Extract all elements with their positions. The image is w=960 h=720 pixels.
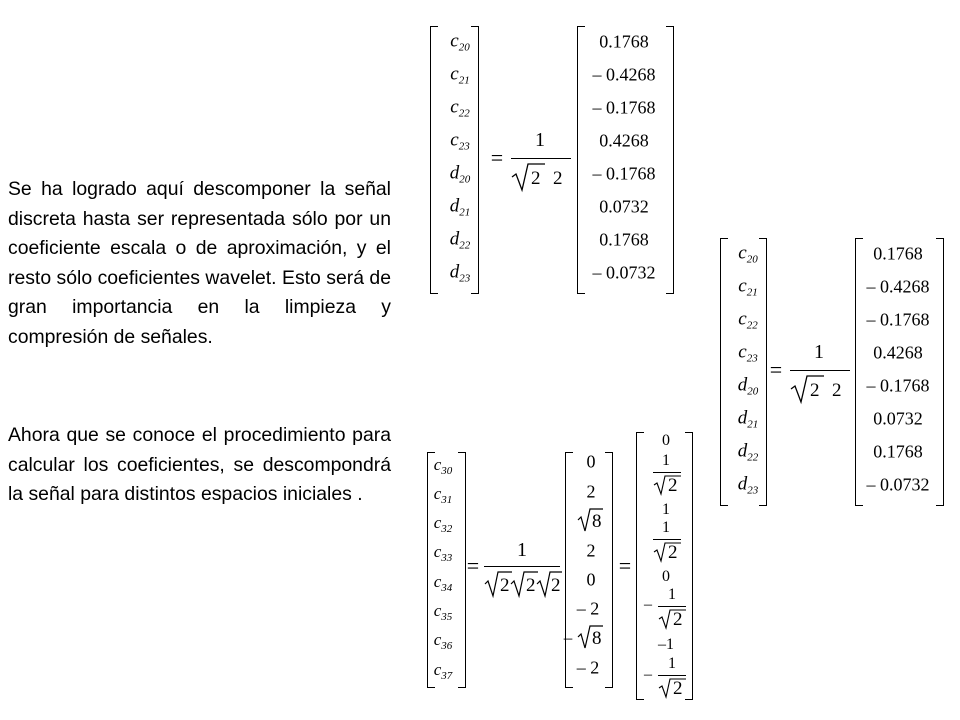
radicand-text: 2 — [500, 575, 510, 596]
right-bracket — [685, 432, 693, 700]
fraction-bar — [484, 566, 560, 567]
var-c22: $c_{22}$ — [450, 96, 470, 120]
value-cell: – 0.1768 — [866, 375, 930, 396]
var-c21: $c_{21}$ — [738, 275, 758, 299]
mid-value-cell: 0 — [586, 451, 596, 472]
right-bracket — [458, 452, 466, 688]
mid-value-cell: – 2 — [576, 657, 600, 678]
var-c35: $c_{35}$ — [433, 601, 453, 623]
fraction-bar — [658, 606, 686, 607]
value-cell: – 0.0732 — [592, 262, 656, 283]
var-c21: $c_{21}$ — [450, 63, 470, 87]
radicand-text: 2 — [531, 168, 541, 189]
var-c33: $c_{33}$ — [433, 542, 453, 564]
value-cell: – 0.1768 — [866, 309, 930, 330]
var-d20: $d_{20}$ — [737, 374, 759, 398]
mid-value-cell: 0 — [586, 569, 596, 590]
equals-sign: = — [618, 553, 632, 578]
right-bracket — [605, 452, 613, 688]
var-c20: $c_{20}$ — [450, 30, 470, 54]
fraction-numerator: 1 — [535, 129, 545, 151]
value-cell: 0.0732 — [873, 408, 923, 429]
factor-text: 2 — [832, 380, 842, 401]
var-d21: $d_{21}$ — [449, 195, 471, 219]
right-sqrt2 — [658, 677, 688, 699]
svg-text:2: 2 — [673, 609, 683, 630]
var-c37: $c_{37}$ — [433, 660, 453, 682]
value-cell: 0.4268 — [873, 342, 923, 363]
fraction-bar — [653, 539, 681, 540]
var-c20: $c_{20}$ — [738, 242, 758, 266]
value-cell: – 0.4268 — [866, 276, 930, 297]
left-bracket — [855, 238, 863, 506]
value-cell: 0.4268 — [599, 130, 649, 151]
svg-text:8: 8 — [592, 511, 602, 532]
right-sqrt2 — [653, 474, 683, 496]
equals-sign: = — [490, 145, 504, 170]
right-sqrt2 — [653, 541, 683, 563]
value-cell: 0.1768 — [599, 229, 649, 250]
radicand-text: 2 — [810, 380, 820, 401]
mid-value-cell: – 2 — [576, 598, 600, 619]
radical-denominator — [511, 162, 573, 192]
left-bracket — [720, 238, 728, 506]
value-cell: – 0.1768 — [592, 97, 656, 118]
mid-value-cell: 2 — [586, 540, 596, 561]
var-c36: $c_{36}$ — [433, 630, 453, 652]
right-sqrt2 — [658, 608, 688, 630]
fraction-numerator: 1 — [814, 341, 824, 363]
var-c23: $c_{23}$ — [450, 129, 470, 153]
var-d22: $d_{22}$ — [449, 228, 471, 252]
paragraph-next-steps: Ahora que se conoce el procedimiento para calcular los coeficientes, se descompondrá la señal para distintos espacios iniciales . — [8, 424, 391, 505]
mid-minus: – — [563, 628, 573, 647]
var-c23: $c_{23}$ — [738, 341, 758, 365]
var-c34: $c_{34}$ — [433, 572, 453, 594]
var-d20: $d_{20}$ — [449, 162, 471, 186]
right-value-zero: 0 — [662, 432, 670, 449]
svg-text:2: 2 — [673, 678, 683, 699]
fraction-bar — [790, 370, 850, 371]
radical-denominator — [790, 374, 852, 404]
var-d23: $d_{23}$ — [449, 261, 471, 285]
paragraph-decomposition-summary: Se ha logrado aquí descomponer la señal discreta hasta ser representada sólo por un coeficiente escala o de aproximación, y el resto sólo coeficientes wavelet. Esto será de gran importancia en la limpieza y compresión de señales. — [8, 178, 391, 348]
fraction-bar — [653, 472, 681, 473]
radicand-text: 2 — [526, 575, 536, 596]
left-bracket — [430, 26, 438, 294]
mid-value-cell: 2 — [586, 481, 596, 502]
left-bracket — [636, 432, 644, 700]
right-bracket — [759, 238, 767, 506]
var-d21: $d_{21}$ — [737, 407, 759, 431]
value-cell: – 0.0732 — [866, 474, 930, 495]
mid-sqrt8 — [577, 507, 605, 533]
right-bracket — [666, 26, 674, 294]
right-frac-num: 1 — [662, 452, 670, 469]
mid-neg-sqrt8 — [577, 624, 605, 650]
svg-text:2: 2 — [668, 542, 678, 563]
fraction-bar — [511, 158, 571, 159]
right-frac-num: 1 — [662, 519, 670, 536]
var-d23: $d_{23}$ — [737, 473, 759, 497]
var-c30: $c_{30}$ — [433, 455, 453, 477]
equals-sign: = — [466, 553, 480, 578]
left-bracket — [565, 452, 573, 688]
svg-text:8: 8 — [592, 628, 602, 649]
var-d22: $d_{22}$ — [737, 440, 759, 464]
value-cell: 0.1768 — [873, 441, 923, 462]
var-c22: $c_{22}$ — [738, 308, 758, 332]
fraction-numerator: 1 — [517, 539, 527, 561]
right-frac-num: 1 — [668, 655, 676, 672]
equals-sign: = — [769, 357, 783, 382]
right-frac-num: 1 — [668, 586, 676, 603]
left-bracket — [577, 26, 585, 294]
radical-denominator — [484, 570, 562, 598]
svg-text:2: 2 — [668, 475, 678, 496]
right-minus: – — [644, 666, 652, 683]
factor-text: 2 — [553, 168, 563, 189]
fraction-bar — [658, 675, 686, 676]
value-cell: 0.0732 — [599, 196, 649, 217]
value-cell: – 0.1768 — [592, 163, 656, 184]
var-c31: $c_{31}$ — [433, 484, 453, 506]
radicand-text: 2 — [551, 575, 561, 596]
value-cell: 0.1768 — [873, 243, 923, 264]
value-cell: 0.1768 — [599, 31, 649, 52]
right-bracket — [936, 238, 944, 506]
right-value-one: 1 — [662, 501, 670, 518]
right-value-zero: 0 — [662, 568, 670, 585]
value-cell: – 0.4268 — [592, 64, 656, 85]
right-bracket — [471, 26, 479, 294]
var-c32: $c_{32}$ — [433, 513, 453, 535]
right-minus: – — [644, 596, 652, 613]
right-value-minus-one: –1 — [658, 636, 674, 653]
